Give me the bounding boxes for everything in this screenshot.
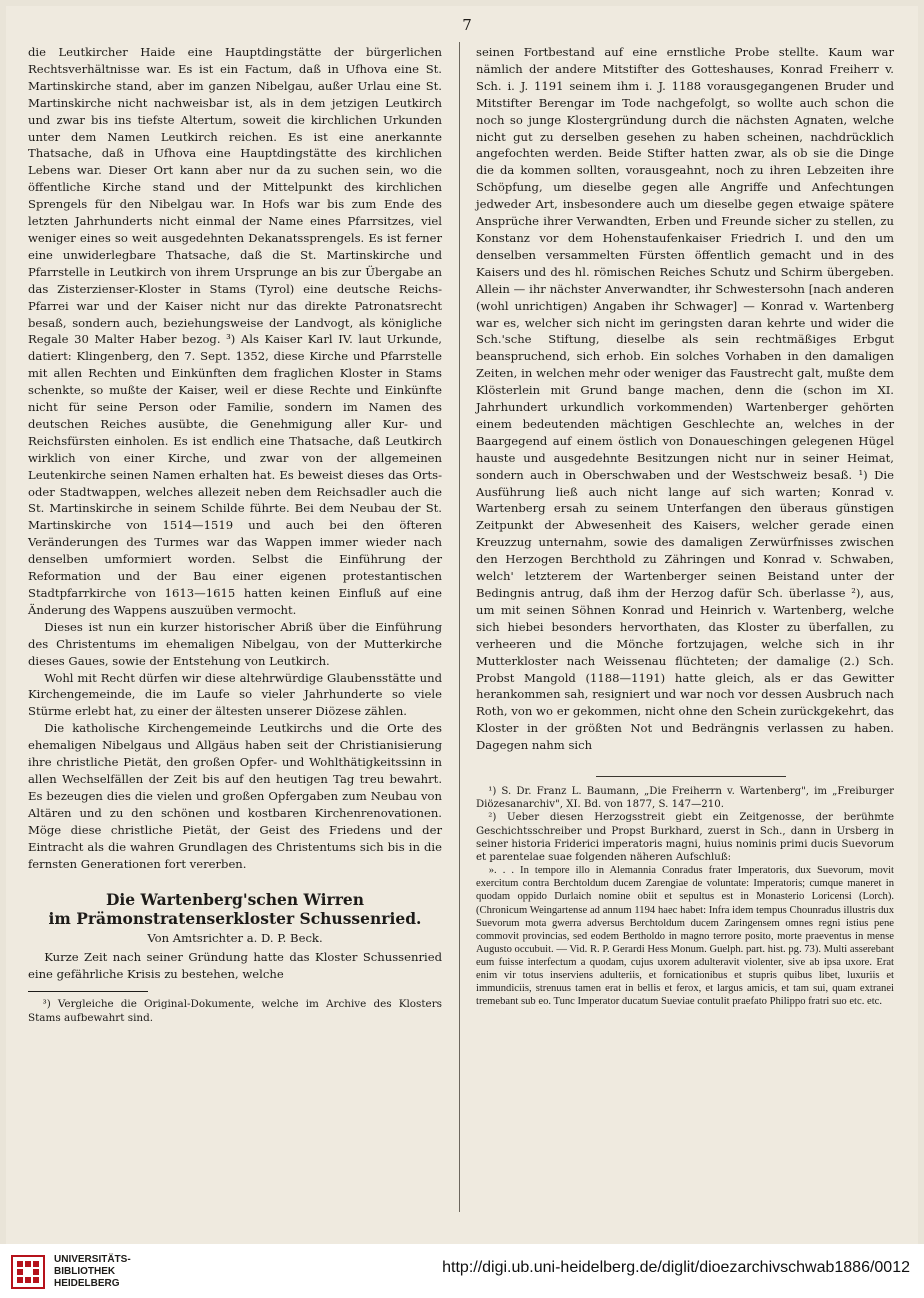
right-paragraph-1: seinen Fortbestand auf eine ernstliche Probe stellte. Kaum war nämlich der andere Mitstifter des Gotteshauses, Konrad Freiherr v. Sch. i. J. 1191 seinem ihm i. J. 1188 vorausgegangenen Bruder und Mitstifter Berengar im Tode nachgefolgt, so wollte auch schon die noch so junge Klostergründung durch die nächsten Agnaten, welche nicht gut zu derselben gesehen zu haben scheinen, nachdrücklich angefochten werden. Beide Stifter hatten zwar, als ob sie die Dinge die da kommen sollten, vorausgeahnt, noch zu ihren Lebzeiten ihre Schöpfung, um dieselbe gegen alle Angriffe und Anfechtungen jedweder Art, insbesondere auch um dieselbe gegen etwaige spätere Ansprüche ihrer Verwandten, Erben und Freunde sicher zu stellen, zu Konstanz vor dem Hohenstaufenkaiser Friedrich I. und den um denselben versammelten Fürsten öffentlich gemacht und in des Kaisers und des hl. römischen Reiches Schutz und Schirm übergeben. Allein — ihr nächster Anverwandter, ihr Schwestersohn [nach anderen (wohl unrichtigen) Angaben ihr Schwager] — Konrad v. Wartenberg war es, welcher sich nicht im geringsten daran kehrte und wider die Sch.'sche Stiftung, dieselbe als sein rechtmäßiges Erbgut beanspruchend, sich erhob. Ein solches Vorhaben in den damaligen Zeiten, in welchen mehr oder weniger das Faustrecht galt, mußte dem Klösterlein mit Grund bange machen, denn die (schon im XI. Jahrhundert urkundlich vorkommenden) Wartenberger gehörten einem bedeutenden mächtigen Geschlechte an, welches in der Baargegend auf einem östlich von Donaueschingen gelegenen Hügel hauste und ausgedehnte Besitzungen nicht nur in seiner Heimat, sondern auch in Oberschwaben und der Westschweiz besaß. ¹) Die Ausführung ließ auch nicht lange auf sich warten; Konrad v. Wartenberg ersah zu seinem Unterfangen den überaus günstigen Zeitpunkt der Abwesenheit des Kaisers, welcher gerade einen Kreuzzug unternahm, sowie des damaligen Zerwürfnisses zwischen den Herzogen Berchthold zu Zähringen und Konrad v. Schwaben, welch' letzterem der Wartenberger seinen Beistand unter der Bedingnis antrug, daß ihm der Herzog dafür Sch. überlasse ²), aus, um mit seinen Söhnen Konrad und Heinrich v. Wartenberg, welche sich hiebei besonders hervorthaten, das Kloster zu überfallen, zu verheeren und die Mönche fortzujagen, welche sich in ihr Mutterkloster nach Weissenau flüchteten; der damalige (2.) Sch. Probst Mangold (1188—1191) hatte gleich, als er das Gewitter herankommen sah, resigniert und war noch vor dessen Ausbruch nach Roth, von wo er gekommen, nicht ohne den Schein zurückgekehrt, das Kloster in der größten Not und Bedrängnis verlassen zu haben. Dagegen nahm sich xyxy=(476,45,894,753)
section-title-line-2: im Prämonstratenserkloster Schussenried. xyxy=(48,909,422,929)
left-paragraph-4: Die katholische Kirchengemeinde Leutkirchs und die Orte des ehemaligen Nibelgaus und Allgäus haben seit der Christianisierung ihre christliche Pietät, den großen Opfer- und Wohlthätigkeitssinn in allen Wechselfällen der Zeit bis auf den heutigen Tag treu bewahrt. Es bezeugen dies die vielen und großen Opfergaben zum Neubau von Altären und zu den schönen und kostbaren Kirchenrenovationen. Möge diese christliche Pietät, der Geist des Friedens und der Eintracht als die wahren Grundlagen des Christentums sich bis in die fernsten Generationen fort vererben. xyxy=(28,721,442,871)
footnote-2-latin-quote: ». . . In tempore illo in Alemannia Conradus frater Imperatoris, dux Suevorum, movit exercitum contra Berchtoldum ducem Zarengiae de voluntate: Imperatoris; cumque maneret in quodam oppido Durlaich nomine obiit et sepultus est in Monasterio Loricensi (Lorch). (Chronicum Weingartense ad annum 1194 haec habet: Infra idem tempus Chounradus illustris dux Suevorum mota gwerra adversus Berchtoldum ducem Zaringensem omnes regni istius pene commovit provincias, sed eodem Bertholdo in magno terrore posito, morte praeventus in mense Augusto occubuit. — Vid. R. P. Gerardi Hess Monum. Guelph. part. hist. pg. 73). Multi asserebant eum fuisse interfectum a quodam, cujus uxorem adulteravit violenter, sive ab ipsa uxore. Erat enim vir totus inserviens adulteriis, et fornicationibus et stupris quibus libet, luxuriis et immundiciis, strenuus tamen erat in bellis et ferox, et largus amicis, et tam sui, quam extranei tremebant sub eo. Tunc Imperator ducatum Sueviae contulit praefato Philippo fratri suo etc. etc. xyxy=(476,865,894,1008)
left-footnote: ³) Vergleiche die Original-Dokumente, welche im Archive des Klosters Stams aufbewahrt sind. xyxy=(28,998,442,1025)
footnote-1: ¹) S. Dr. Franz L. Baumann, „Die Freiherrn v. Wartenberg", im „Freiburger Diözesanarchiv", XI. Bd. von 1877, S. 147—210. xyxy=(476,786,894,811)
section-title xyxy=(28,890,442,928)
section-paragraph: Kurze Zeit nach seiner Gründung hatte das Kloster Schussenried eine gefährliche Krisis zu bestehen, welche xyxy=(28,950,442,982)
left-paragraph-3: Wohl mit Recht dürfen wir diese altehrwürdige Glaubensstätte und Kirchengemeinde, die im Laufe so vieler Jahrhunderte so viele Stürme erlebt hat, zu einer der ältesten unserer Diözese zählen. xyxy=(28,670,442,719)
library-name-line-1: UNIVERSITÄTS- xyxy=(54,1254,131,1265)
page-number: 7 xyxy=(462,16,472,34)
author-byline: Von Amtsrichter a. D. P. Beck. xyxy=(147,931,323,946)
library-name xyxy=(54,1254,131,1290)
section-title-line-1: Die Wartenberg'schen Wirren xyxy=(105,890,365,910)
right-column xyxy=(476,44,894,1008)
footnote-2: ²) Ueber diesen Herzogsstreit giebt ein Zeitgenosse, der berühmte Geschichtsschreiber und Propst Burkhard, zuerst in Sch., dann in Ursberg in seiner historia Friderici imperatoris magni, huius nominis primi ducis Suevorum et parentelae suae folgenden näheren Aufschluß: xyxy=(476,812,894,864)
left-paragraph-2: Dieses ist nun ein kurzer historischer Abriß über die Einführung des Christentums im ehemaligen Nibelgau, von der Mutterkirche dieses Gaues, sowie der Entstehung von Leutkirch. xyxy=(28,619,442,668)
university-library-logo-icon[interactable] xyxy=(10,1254,46,1290)
column-divider xyxy=(459,42,460,1212)
footnote-divider xyxy=(28,991,148,992)
left-column xyxy=(28,44,442,1025)
right-footnotes xyxy=(476,785,894,1008)
scanned-page xyxy=(6,6,918,1244)
viewer-footer xyxy=(0,1244,924,1298)
permalink-url[interactable]: http://digi.ub.uni-heidelberg.de/diglit/dioezarchivschwab1886/0012 xyxy=(442,1259,910,1276)
footnote-divider-right xyxy=(596,776,786,777)
library-name-line-3: HEIDELBERG xyxy=(54,1278,120,1289)
library-name-line-2: BIBLIOTHEK xyxy=(54,1266,116,1277)
left-paragraph-1: die Leutkircher Haide eine Hauptdingstätte der bürgerlichen Rechtsverhältnisse war. Es ist ein Factum, daß in Ufhova eine St. Martinskirche stand, aber im ganzen Nibelgau, außer Urlau eine St. Martinskirche nicht nachweisbar ist, als in dem jetzigen Leutkirch und zwar bis ins tiefste Altertum, soweit die kirchlichen Urkunden unter dem Namen Leutkirch reichen. Es ist eine anerkannte Thatsache, daß in Ufhova eine Hauptdingstätte des kirchlichen Lebens war. Dieser Ort kann aber nur da zu suchen sein, wo die öffentliche Kirche stand und der Mittelpunkt des kirchlichen Sprengels für den Nibelgau war. In Hofs war bis zum Ende des letzten Jahrhunderts nicht einmal der Name eines Pfarrsitzes, viel weniger eines so weit ausgedehnten Dekanatssprengels. Es ist ferner eine unwiderlegbare Thatsache, daß die St. Martinskirche und Pfarrstelle in Leutkirch von ihrem Ursprunge an bis zur Übergabe an das Zisterzienser-Kloster in Stams (Tyrol) eine deutsche Reichs-Pfarrei war und der Kaiser nicht nur das direkte Patronatsrecht besaß, sondern auch, beziehungsweise der Landvogt, als königliche Regale 30 Malter Haber bezog. ³) Als Kaiser Karl IV. laut Urkunde, datiert: Klingenberg, den 7. Sept. 1352, diese Kirche und Pfarrstelle mit allen Rechten und Einkünften dem fraglichen Kloster in Stams schenkte, so mußte der Kaiser, weil er diese Rechte und Einkünfte nicht für seine Person oder Familie, sondern im Namen des deutschen Reiches ausübte, die Genehmigung aller Kur- und Reichsfürsten einholen. Es ist endlich eine Thatsache, daß Leutkirch wirklich von einer Kirche, und zwar von der allgemeinen Leutenkirche seinen Namen erhalten hat. Es beweist dieses das Orts- oder Stadtwappen, welches allezeit neben dem Reichsadler auch die St. Martinskirche in seinem Schilde führte. Bei dem Neubau der St. Martinskirche von 1514—1519 und auch bei den öfteren Veränderungen des Turmes war das Wappen immer wieder nach denselben umformiert worden. Selbst die Einführung der Reformation und der Bau einer eigenen protestantischen Stadtpfarrkirche von 1613—1615 hatten keinen Einfluß auf eine Änderung des Wappens auszuüben vermocht. xyxy=(28,45,442,617)
